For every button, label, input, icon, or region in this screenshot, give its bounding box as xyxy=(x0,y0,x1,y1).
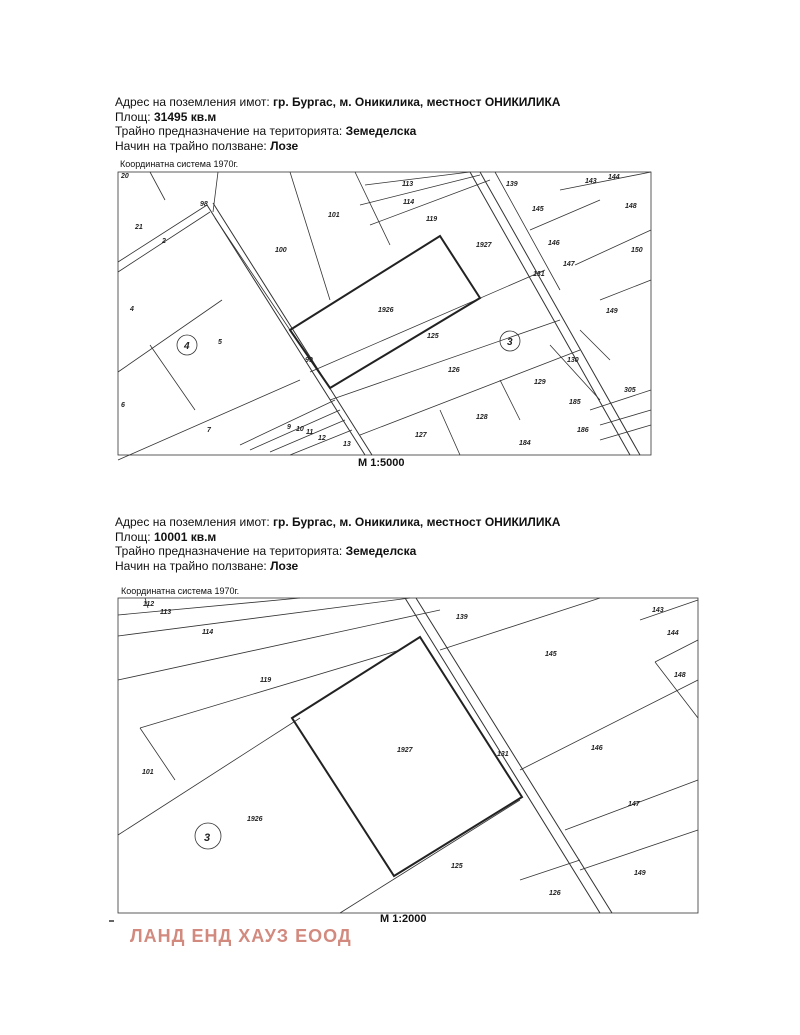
map2-parcel-lines-east xyxy=(440,598,698,870)
map1-label-305: 305 xyxy=(624,387,636,394)
map1-label-5: 5 xyxy=(218,339,222,346)
map2-parcel-1927-outline xyxy=(292,637,522,876)
map2-purpose-value: Земеделска xyxy=(345,544,417,558)
map1-label-13: 13 xyxy=(343,441,351,448)
map1-label-1927: 1927 xyxy=(476,242,492,249)
map1-label-113: 113 xyxy=(402,181,414,188)
map2-label-114: 114 xyxy=(202,629,214,636)
map1-address-value: гр. Бургас, м. Оникилика, местност ОНИКИЛИКА xyxy=(273,95,561,109)
map1-label-143: 143 xyxy=(585,178,597,185)
map1-label-131: 131 xyxy=(533,271,545,278)
map1-label-126: 126 xyxy=(448,367,460,374)
map2-label-126: 126 xyxy=(549,890,561,897)
map1-purpose-value: Земеделска xyxy=(345,124,417,138)
map1-label-184: 184 xyxy=(519,440,531,447)
map1-label-144: 144 xyxy=(608,174,620,181)
map2-parcel-lines-north xyxy=(140,598,400,780)
map2-label-139: 139 xyxy=(456,614,468,621)
map2-usage-label: Начин на трайно ползване: xyxy=(115,558,267,573)
map1-label-100: 100 xyxy=(275,247,287,254)
company-name: ЛАНД ЕНД ХАУЗ ЕООД xyxy=(130,926,352,946)
map1-label-145: 145 xyxy=(532,206,544,213)
map2-circle-label-3: 3 xyxy=(204,832,211,844)
map1-label-6: 6 xyxy=(121,402,125,409)
map1-label-21: 21 xyxy=(135,224,143,231)
map1-label-11: 11 xyxy=(306,429,314,436)
map1-circle-label-3: 3 xyxy=(507,337,513,348)
map2-label-143: 143 xyxy=(652,607,664,614)
map2-scale: М 1:2000 xyxy=(380,913,427,925)
map2-address-label: Адрес на поземления имот: xyxy=(115,515,270,529)
map2-label-1927: 1927 xyxy=(397,747,413,754)
map1-usage-value: Лозе xyxy=(270,138,299,153)
map1-label-4: 4 xyxy=(130,306,134,313)
map2-label-125: 125 xyxy=(451,863,463,870)
map2-usage-value: Лозе xyxy=(270,558,299,573)
map2-label-146: 146 xyxy=(591,745,603,752)
map1-label-2: 2 xyxy=(162,238,166,245)
map2-label-119: 119 xyxy=(260,677,272,684)
map1-scale: М 1:5000 xyxy=(358,457,405,469)
map1-label-185: 185 xyxy=(569,399,581,406)
map1-label-1926: 1926 xyxy=(378,307,394,314)
map1-label-127: 127 xyxy=(415,432,427,439)
map1-label-10: 10 xyxy=(296,426,304,433)
map2-purpose-label: Трайно предназначение на територията: xyxy=(115,544,343,558)
map1-label-146: 146 xyxy=(548,240,560,247)
map1-label-9: 9 xyxy=(287,424,291,431)
map1-label-125: 125 xyxy=(427,333,439,340)
map1-label-147: 147 xyxy=(563,261,575,268)
map2-label-149: 149 xyxy=(634,870,646,877)
map2-label-147: 147 xyxy=(628,801,640,808)
map2-area-value: 10001 кв.м xyxy=(154,529,217,544)
map1-label-139: 139 xyxy=(506,181,518,188)
map1-label-149: 149 xyxy=(606,308,618,315)
map2-label-148: 148 xyxy=(674,672,686,679)
map1-label-129: 129 xyxy=(534,379,546,386)
map1-label-20: 20 xyxy=(121,173,129,180)
map1-label-99: 99 xyxy=(305,357,313,364)
map1-label-101: 101 xyxy=(328,212,340,219)
map2-label-101: 101 xyxy=(142,769,154,776)
map2-area-label: Площ: xyxy=(115,529,151,544)
map2-label-144: 144 xyxy=(667,630,679,637)
map2-label-1926: 1926 xyxy=(247,816,263,823)
map1-label-7: 7 xyxy=(207,427,211,434)
map1-usage-label: Начин на трайно ползване: xyxy=(115,138,267,153)
map2-parcel-lines-northeast xyxy=(640,600,698,718)
map2-label-113: 113 xyxy=(160,609,172,616)
map1-area-value: 31495 кв.м xyxy=(154,109,217,124)
map1-coord-system: Координатна система 1970г. xyxy=(120,159,239,169)
map1-label-128: 128 xyxy=(476,414,488,421)
map1-circle-label-4: 4 xyxy=(184,341,190,352)
map2-coord-system: Координатна система 1970г. xyxy=(121,586,240,596)
map1-label-12: 12 xyxy=(318,435,326,442)
map2-address-value: гр. Бургас, м. Оникилика, местност ОНИКИЛИКА xyxy=(273,515,561,529)
map1-label-130: 130 xyxy=(567,357,579,364)
map1-address-label: Адрес на поземления имот: xyxy=(115,95,270,109)
map1-label-186: 186 xyxy=(577,427,589,434)
map1-label-114: 114 xyxy=(403,199,415,206)
map2-label-145: 145 xyxy=(545,651,557,658)
map2-parcel-lines-south xyxy=(340,800,580,913)
map1-label-98: 98 xyxy=(200,201,208,208)
map1-label-150: 150 xyxy=(631,247,643,254)
map1-label-119: 119 xyxy=(426,216,438,223)
map2-label-131: 131 xyxy=(497,751,509,758)
map1-area-label: Площ: xyxy=(115,109,151,124)
map1-label-148: 148 xyxy=(625,203,637,210)
map1-purpose-label: Трайно предназначение на територията: xyxy=(115,124,343,138)
map2-label-112: 112 xyxy=(143,601,155,608)
page-mark xyxy=(109,920,114,922)
